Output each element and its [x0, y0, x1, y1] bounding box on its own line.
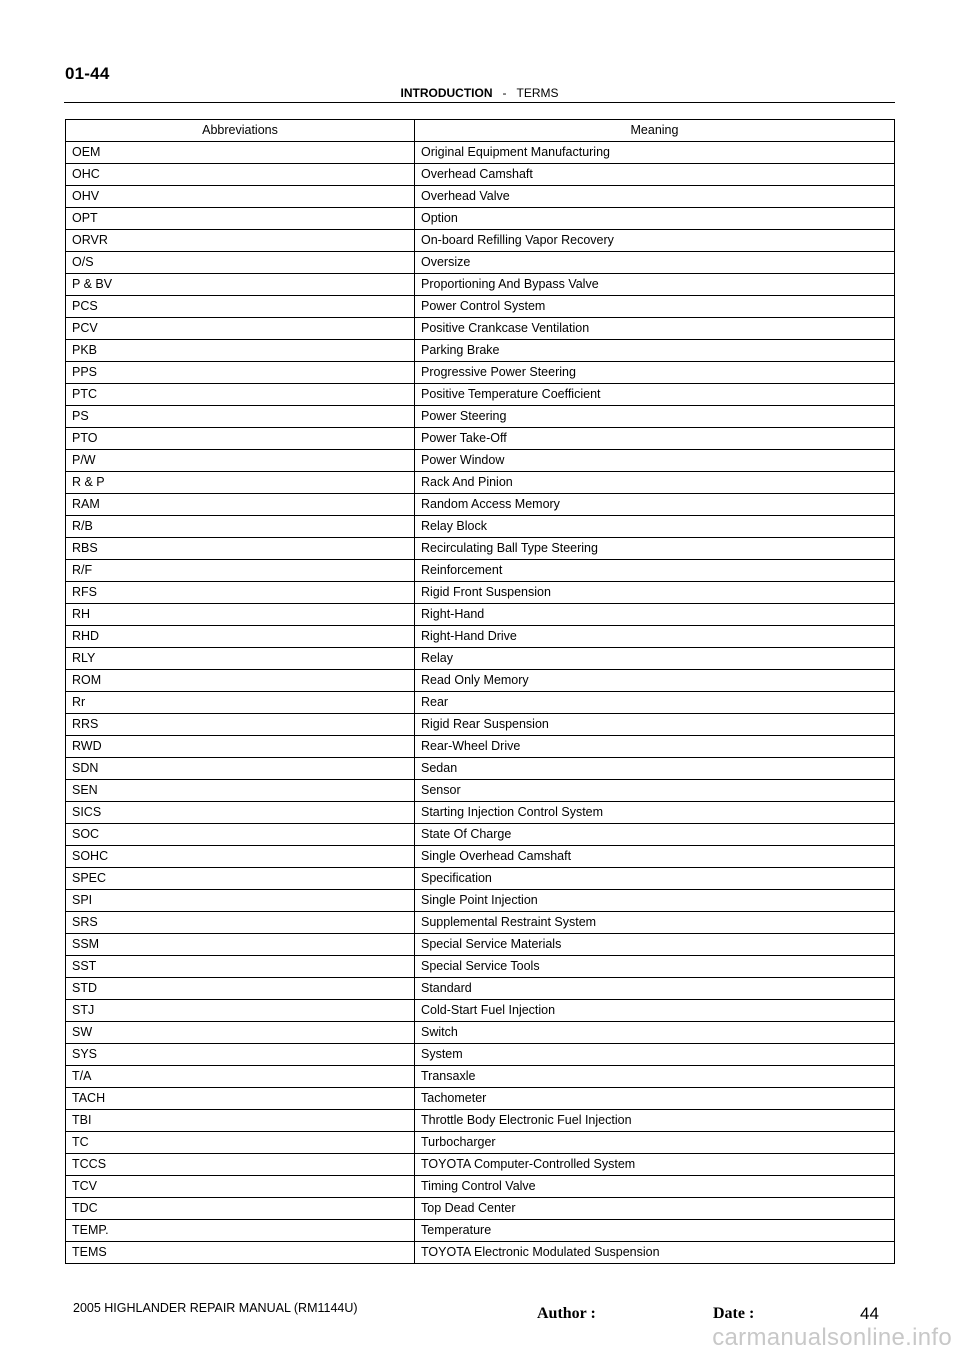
- meaning-cell: Progressive Power Steering: [415, 362, 895, 384]
- meaning-cell: Random Access Memory: [415, 494, 895, 516]
- abbreviation-cell: STD: [66, 978, 415, 1000]
- table-row: [66, 296, 895, 318]
- abbreviation-cell: TCCS: [66, 1154, 415, 1176]
- meaning-cell: Temperature: [415, 1220, 895, 1242]
- abbreviation-cell: SSM: [66, 934, 415, 956]
- table-row: [66, 318, 895, 340]
- abbreviation-cell: ROM: [66, 670, 415, 692]
- abbreviation-cell: TCV: [66, 1176, 415, 1198]
- abbreviation-cell: R/F: [66, 560, 415, 582]
- abbreviation-cell: O/S: [66, 252, 415, 274]
- table-row: [66, 1220, 895, 1242]
- meaning-cell: Specification: [415, 868, 895, 890]
- meaning-cell: Positive Temperature Coefficient: [415, 384, 895, 406]
- table-row: [66, 406, 895, 428]
- abbreviation-cell: OEM: [66, 142, 415, 164]
- abbreviation-cell: ORVR: [66, 230, 415, 252]
- abbreviation-cell: RAM: [66, 494, 415, 516]
- meaning-cell: Rigid Rear Suspension: [415, 714, 895, 736]
- table-row: [66, 450, 895, 472]
- meaning-cell: Special Service Tools: [415, 956, 895, 978]
- manual-title: 2005 HIGHLANDER REPAIR MANUAL (RM1144U): [73, 1301, 358, 1315]
- meaning-cell: Rack And Pinion: [415, 472, 895, 494]
- abbreviation-cell: SOC: [66, 824, 415, 846]
- abbreviation-cell: TC: [66, 1132, 415, 1154]
- meaning-cell: Original Equipment Manufacturing: [415, 142, 895, 164]
- table-row: [66, 186, 895, 208]
- table-row: [66, 912, 895, 934]
- table-row: [66, 626, 895, 648]
- table-row: [66, 868, 895, 890]
- meaning-cell: Power Steering: [415, 406, 895, 428]
- abbreviation-cell: RLY: [66, 648, 415, 670]
- meaning-cell: Recirculating Ball Type Steering: [415, 538, 895, 560]
- abbreviation-cell: SYS: [66, 1044, 415, 1066]
- footer-page-number: 44: [860, 1304, 879, 1323]
- abbreviation-cell: OHC: [66, 164, 415, 186]
- abbreviation-cell: TEMP.: [66, 1220, 415, 1242]
- meaning-cell: Overhead Valve: [415, 186, 895, 208]
- meaning-cell: TOYOTA Computer-Controlled System: [415, 1154, 895, 1176]
- table-row: [66, 230, 895, 252]
- watermark: carmanualsonline.info: [712, 1324, 952, 1351]
- abbreviation-cell: PS: [66, 406, 415, 428]
- table-row: [66, 208, 895, 230]
- meaning-cell: Read Only Memory: [415, 670, 895, 692]
- page-number: 01-44: [65, 64, 110, 83]
- meaning-cell: Power Window: [415, 450, 895, 472]
- abbreviation-cell: TDC: [66, 1198, 415, 1220]
- abbreviation-cell: SOHC: [66, 846, 415, 868]
- table-row: [66, 648, 895, 670]
- column-header-meaning: Meaning: [415, 120, 895, 142]
- abbreviation-cell: PCV: [66, 318, 415, 340]
- abbreviation-cell: PCS: [66, 296, 415, 318]
- abbreviation-cell: SICS: [66, 802, 415, 824]
- abbreviation-cell: RRS: [66, 714, 415, 736]
- abbreviation-cell: SEN: [66, 780, 415, 802]
- abbreviation-cell: PKB: [66, 340, 415, 362]
- meaning-cell: Reinforcement: [415, 560, 895, 582]
- author-label: Author :: [537, 1305, 596, 1322]
- meaning-cell: TOYOTA Electronic Modulated Suspension: [415, 1242, 895, 1264]
- meaning-cell: System: [415, 1044, 895, 1066]
- table-row: [66, 1110, 895, 1132]
- meaning-cell: State Of Charge: [415, 824, 895, 846]
- meaning-cell: Rear-Wheel Drive: [415, 736, 895, 758]
- abbreviation-cell: SDN: [66, 758, 415, 780]
- abbreviation-cell: OHV: [66, 186, 415, 208]
- date-label: Date :: [713, 1305, 755, 1322]
- abbreviation-cell: R & P: [66, 472, 415, 494]
- meaning-cell: Supplemental Restraint System: [415, 912, 895, 934]
- section-separator: -: [502, 86, 507, 100]
- table-row: [66, 1242, 895, 1264]
- table-row: [66, 1000, 895, 1022]
- meaning-cell: Rear: [415, 692, 895, 714]
- meaning-cell: Starting Injection Control System: [415, 802, 895, 824]
- meaning-cell: Special Service Materials: [415, 934, 895, 956]
- abbreviation-cell: STJ: [66, 1000, 415, 1022]
- table-row: [66, 714, 895, 736]
- abbreviation-cell: RBS: [66, 538, 415, 560]
- abbreviation-cell: SPEC: [66, 868, 415, 890]
- table-row: [66, 582, 895, 604]
- abbreviation-cell: RHD: [66, 626, 415, 648]
- meaning-cell: Standard: [415, 978, 895, 1000]
- table-row: [66, 1022, 895, 1044]
- table-row: [66, 670, 895, 692]
- abbreviation-cell: SPI: [66, 890, 415, 912]
- table-row: [66, 692, 895, 714]
- abbreviation-cell: P/W: [66, 450, 415, 472]
- abbreviation-cell: SST: [66, 956, 415, 978]
- table-row: [66, 604, 895, 626]
- table-row: [66, 1066, 895, 1088]
- table-row: [66, 164, 895, 186]
- table-row: [66, 1154, 895, 1176]
- table-body: [66, 142, 895, 1264]
- meaning-cell: Tachometer: [415, 1088, 895, 1110]
- meaning-cell: Power Control System: [415, 296, 895, 318]
- meaning-cell: Switch: [415, 1022, 895, 1044]
- meaning-cell: Relay: [415, 648, 895, 670]
- table-row: [66, 956, 895, 978]
- table-row: [66, 142, 895, 164]
- meaning-cell: Throttle Body Electronic Fuel Injection: [415, 1110, 895, 1132]
- table-row: [66, 1198, 895, 1220]
- abbreviation-cell: SRS: [66, 912, 415, 934]
- meaning-cell: Option: [415, 208, 895, 230]
- table-row: [66, 516, 895, 538]
- abbreviations-table: [65, 119, 895, 1264]
- meaning-cell: Single Overhead Camshaft: [415, 846, 895, 868]
- table-row: [66, 736, 895, 758]
- table-row: [66, 362, 895, 384]
- abbreviation-cell: TEMS: [66, 1242, 415, 1264]
- meaning-cell: Cold-Start Fuel Injection: [415, 1000, 895, 1022]
- table-row: [66, 1176, 895, 1198]
- abbreviation-cell: OPT: [66, 208, 415, 230]
- meaning-cell: Overhead Camshaft: [415, 164, 895, 186]
- meaning-cell: Sedan: [415, 758, 895, 780]
- section-header: [64, 86, 895, 103]
- abbreviation-cell: Rr: [66, 692, 415, 714]
- table-row: [66, 1044, 895, 1066]
- meaning-cell: Turbocharger: [415, 1132, 895, 1154]
- table-row: [66, 428, 895, 450]
- abbreviation-cell: SW: [66, 1022, 415, 1044]
- section-title: INTRODUCTION: [400, 86, 493, 100]
- table-row: [66, 780, 895, 802]
- abbreviation-cell: TACH: [66, 1088, 415, 1110]
- table-row: [66, 846, 895, 868]
- meaning-cell: Relay Block: [415, 516, 895, 538]
- table-row: [66, 978, 895, 1000]
- meaning-cell: Power Take-Off: [415, 428, 895, 450]
- table-row: [66, 560, 895, 582]
- abbreviation-cell: RH: [66, 604, 415, 626]
- meaning-cell: Single Point Injection: [415, 890, 895, 912]
- table-row: [66, 824, 895, 846]
- meaning-cell: Top Dead Center: [415, 1198, 895, 1220]
- subsection-title: TERMS: [516, 86, 559, 100]
- table-row: [66, 252, 895, 274]
- abbreviation-cell: R/B: [66, 516, 415, 538]
- meaning-cell: Transaxle: [415, 1066, 895, 1088]
- meaning-cell: Positive Crankcase Ventilation: [415, 318, 895, 340]
- column-header-abbreviations: Abbreviations: [66, 120, 415, 142]
- meaning-cell: Timing Control Valve: [415, 1176, 895, 1198]
- abbreviation-cell: TBI: [66, 1110, 415, 1132]
- meaning-cell: Right-Hand Drive: [415, 626, 895, 648]
- abbreviation-cell: PPS: [66, 362, 415, 384]
- meaning-cell: Proportioning And Bypass Valve: [415, 274, 895, 296]
- abbreviation-cell: P & BV: [66, 274, 415, 296]
- table-row: [66, 802, 895, 824]
- abbreviation-cell: PTO: [66, 428, 415, 450]
- abbreviation-cell: T/A: [66, 1066, 415, 1088]
- table-header-row: [66, 120, 895, 142]
- table-row: [66, 472, 895, 494]
- table-row: [66, 934, 895, 956]
- meaning-cell: Rigid Front Suspension: [415, 582, 895, 604]
- meaning-cell: Parking Brake: [415, 340, 895, 362]
- abbreviation-cell: PTC: [66, 384, 415, 406]
- table-row: [66, 1132, 895, 1154]
- table-row: [66, 758, 895, 780]
- table-row: [66, 340, 895, 362]
- meaning-cell: Sensor: [415, 780, 895, 802]
- meaning-cell: Oversize: [415, 252, 895, 274]
- meaning-cell: Right-Hand: [415, 604, 895, 626]
- meaning-cell: On-board Refilling Vapor Recovery: [415, 230, 895, 252]
- table-row: [66, 890, 895, 912]
- table-row: [66, 274, 895, 296]
- abbreviation-cell: RWD: [66, 736, 415, 758]
- table-row: [66, 494, 895, 516]
- table-row: [66, 538, 895, 560]
- table-row: [66, 384, 895, 406]
- table-row: [66, 1088, 895, 1110]
- abbreviation-cell: RFS: [66, 582, 415, 604]
